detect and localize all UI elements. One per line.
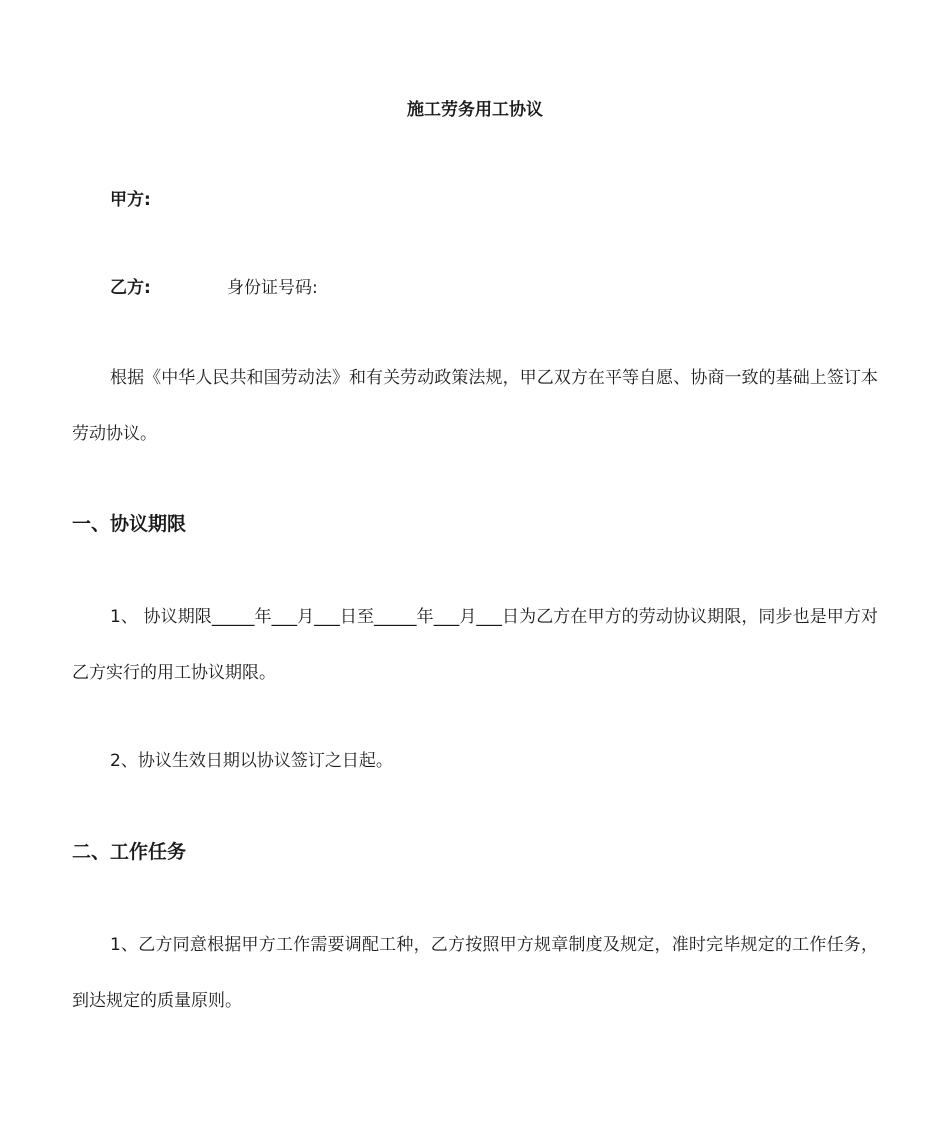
document-title: 施工劳务用工协议 (407, 100, 543, 120)
section-1-item-1: 1、 协议期限_____年___月___日至_____年___月___日为乙方在甲方的劳动协议期限，同步也是甲方对乙方实行的用工协议期限。 (72, 607, 878, 683)
preamble-paragraph: 根据《中华人民共和国劳动法》和有关劳动政策法规，甲乙双方在平等自愿、协商一致的基础上签订本劳动协议。 (72, 368, 878, 444)
party-a-label: 甲方: (110, 190, 151, 210)
section-2-heading: 二、工作任务 (72, 841, 187, 863)
section-1-item-2: 2、协议生效日期以协议签订之日起。 (110, 751, 393, 771)
section-2-item-1: 1、乙方同意根据甲方工作需要调配工种，乙方按照甲方规章制度及规定，准时完毕规定的工作任务，到达规定的质量原则。 (72, 935, 878, 1011)
party-b-label: 乙方: (110, 278, 151, 298)
section-1-heading: 一、协议期限 (72, 513, 187, 535)
id-number-label: 身份证号码: (227, 278, 318, 298)
